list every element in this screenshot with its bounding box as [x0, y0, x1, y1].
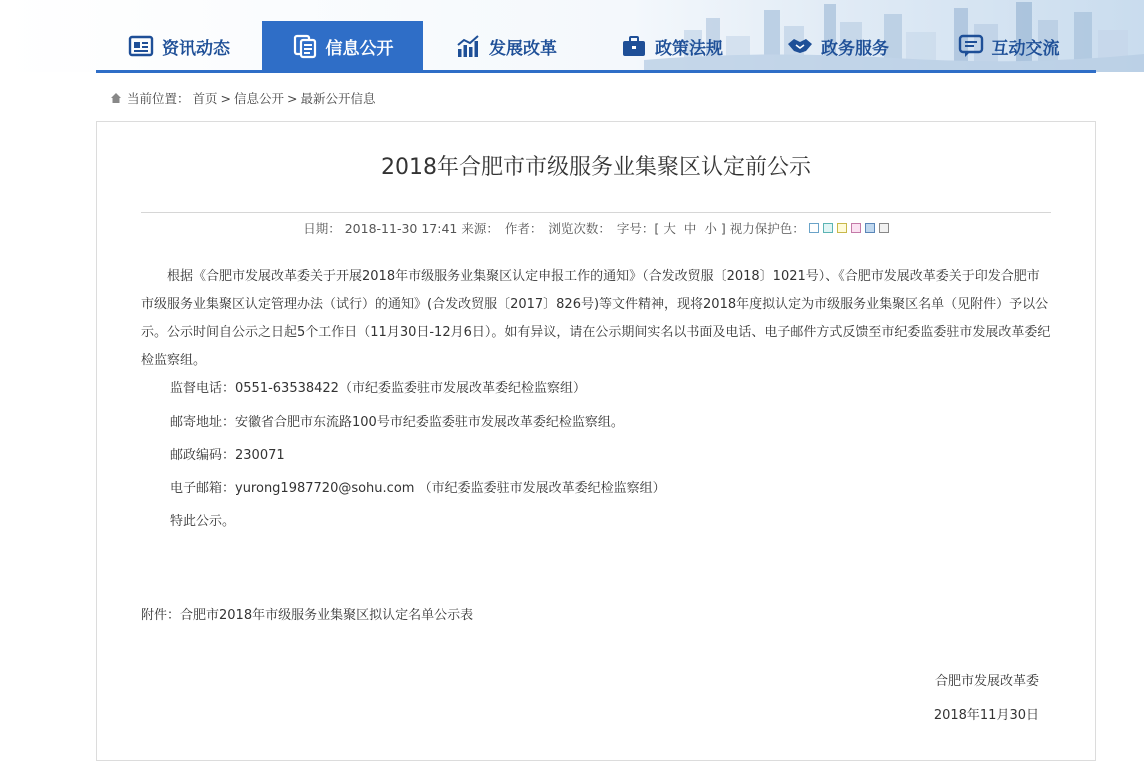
attachment-line [141, 604, 473, 623]
nav-label-news: 资讯动态 [162, 38, 230, 59]
email-line: 电子邮箱：yurong1987720@sohu.com （市纪委监委驻市发展改革委纪检监察组） [170, 481, 666, 496]
author-label: 作者： [504, 221, 543, 236]
breadcrumb-prefix: 当前位置： [127, 91, 190, 106]
article-paragraph: 根据《合肥市发展改革委关于开展2018年市级服务业集聚区认定申报工作的通知》（合发改贸服〔2018〕1021号）、《合肥市发展改革委关于印发合肥市市级服务业集聚区认定管理办法（试行）的通知》(合发改贸服〔2017〕826号)等文件精神，现将2018年度拟认定为市级服务业集聚区名单（见附件）予以公示。公示时间自公示之日起5个工作日（11月30日-12月6日）。如有异议，请在公示期间实名以书面及电话、电子邮件方式反馈至市纪委监委驻市发展改革委纪检监察组。 [141, 269, 1051, 368]
article-panel [96, 121, 1096, 761]
eye-protection-label: 视力保护色： [729, 221, 805, 236]
nav-item-interaction[interactable] [921, 21, 1096, 71]
handshake-icon [787, 33, 813, 59]
publish-date: 2018-11-30 17:41 [344, 220, 458, 236]
attachment-link[interactable]: 合肥市2018年市级服务业集聚区拟认定名单公示表 [180, 608, 474, 623]
main-navigation [96, 21, 1096, 71]
font-size-small[interactable]: 小 [704, 221, 717, 236]
eye-color-gray[interactable] [879, 223, 889, 233]
font-size-large[interactable]: 大 [663, 221, 676, 236]
font-size-medium[interactable]: 中 [683, 221, 697, 236]
article-title: 2018年合肥市市级服务业集聚区认定前公示 [381, 155, 811, 180]
nav-label-info-disclosure: 信息公开 [325, 38, 394, 59]
eye-color-cyan[interactable] [823, 223, 833, 233]
nav-item-news[interactable] [96, 21, 262, 71]
closing-statement: 特此公示。 [170, 514, 236, 529]
breadcrumb-latest-info-link[interactable]: 最新公开信息 [300, 91, 376, 106]
supervision-phone: 监督电话：0551-63538422（市纪委监委驻市发展改革委纪检监察组） [170, 381, 586, 396]
mailing-address: 邮寄地址：安徽省合肥市东流路100号市纪委监委驻市发展改革委纪检监察组。 [170, 415, 624, 430]
signature-org: 合肥市发展改革委 [934, 674, 1039, 689]
breadcrumb-separator: > [287, 90, 298, 106]
eye-color-yellow[interactable] [837, 223, 847, 233]
breadcrumb-separator: > [220, 90, 232, 106]
nav-label-development-reform: 发展改革 [489, 38, 557, 59]
eye-color-pink[interactable] [851, 223, 861, 233]
home-icon [110, 92, 122, 104]
postal-code: 邮政编码：230071 [170, 448, 285, 463]
article-meta [96, 219, 1096, 237]
news-icon [128, 33, 154, 59]
nav-item-info-disclosure[interactable] [262, 21, 423, 71]
nav-item-policies[interactable] [589, 21, 755, 71]
nav-underline [96, 70, 1096, 73]
date-label: 日期： [303, 221, 341, 236]
fontsize-label: 字号：[ [616, 221, 660, 236]
breadcrumb-home-link[interactable]: 首页 [192, 91, 218, 106]
article-body [141, 263, 1051, 375]
signature-date: 2018年11月30日 [933, 708, 1039, 723]
nav-label-policies: 政策法规 [655, 38, 723, 59]
source-label: 来源： [461, 221, 499, 236]
fontsize-end: ] [720, 220, 726, 236]
eye-color-blue[interactable] [865, 223, 875, 233]
bar-chart-icon [455, 33, 481, 59]
nav-item-development-reform[interactable] [423, 21, 589, 71]
document-icon [292, 33, 318, 59]
breadcrumb-info-disclosure-link[interactable]: 信息公开 [234, 91, 285, 106]
views-label: 浏览次数： [548, 221, 611, 236]
title-divider [141, 212, 1051, 213]
nav-label-interaction: 互动交流 [991, 38, 1060, 59]
briefcase-icon [621, 33, 647, 59]
eye-color-white[interactable] [809, 223, 819, 233]
attachment-label: 附件： [141, 608, 181, 623]
breadcrumb [110, 89, 379, 107]
nav-item-government-services[interactable] [755, 21, 921, 71]
chat-icon [958, 33, 984, 59]
nav-label-government-services: 政务服务 [821, 38, 889, 59]
